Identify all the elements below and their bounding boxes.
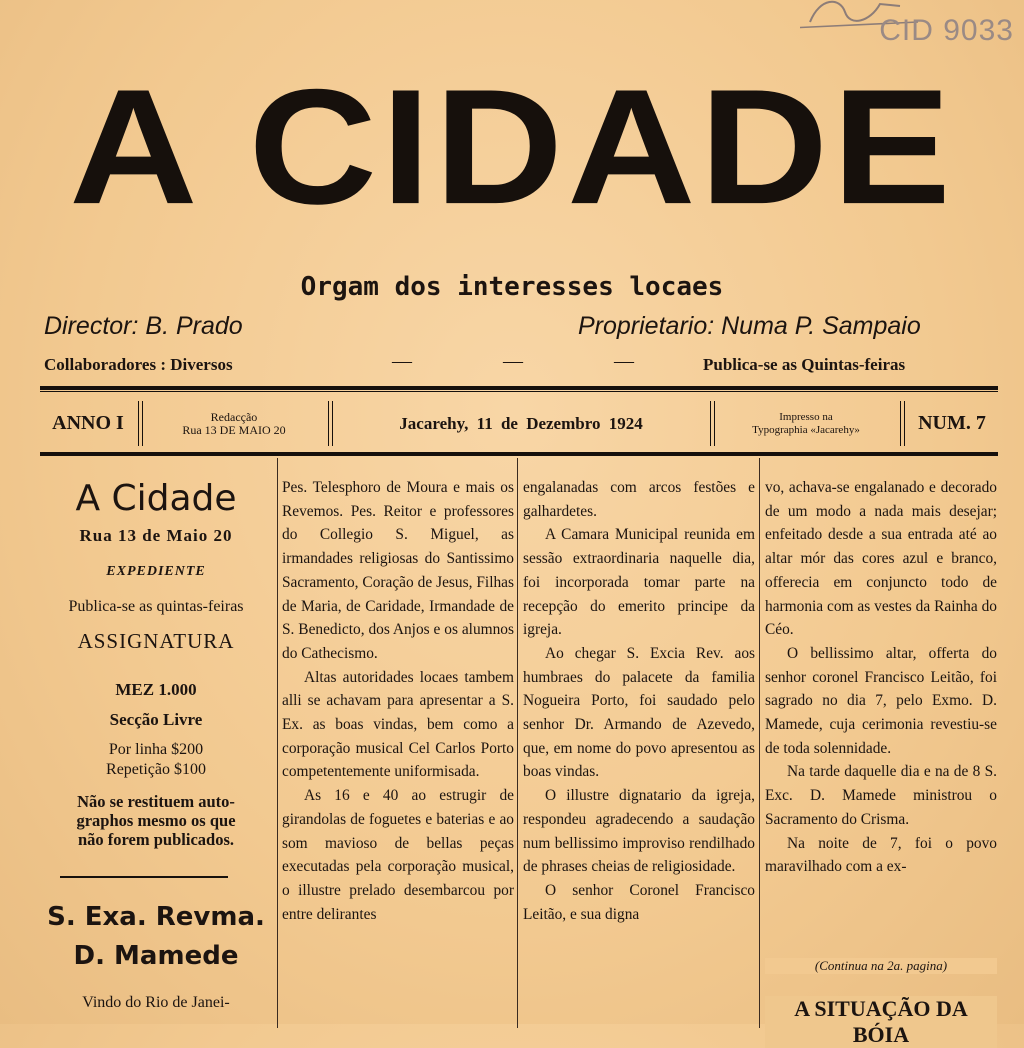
sidebar-subscription: ASSIGNATURA <box>77 629 235 653</box>
bar-divider <box>900 401 905 446</box>
continued-note: (Continua na 2a. pagina) <box>765 958 997 974</box>
paragraph: O senhor Coronel Francisco Leitão, e sua digna <box>523 881 755 923</box>
sidebar-section: Secção Livre <box>109 710 203 729</box>
article-column-2 <box>523 476 755 926</box>
top-rule-thin <box>40 391 998 392</box>
owner-line: Proprietario: Numa P. Sampaio <box>578 312 921 340</box>
sidebar-title: A Cidade <box>75 478 237 519</box>
impresso-line-1: Impresso na <box>779 410 833 423</box>
redaccao-address: Rua 13 DE MAIO 20 <box>182 422 286 437</box>
separator-dash: — <box>614 350 634 372</box>
sidebar-expediente: EXPEDIENTE <box>106 564 206 579</box>
masthead-title: A CIDADE <box>69 54 955 239</box>
redaccao-label: Redacção <box>210 409 258 424</box>
bottom-rule <box>40 452 998 456</box>
issue-info-bar <box>40 397 998 450</box>
paragraph: A Camara Municipal reunida em sessão extraordinaria naquelle dia, foi incorporada tomar parte na recepção do emerito principe da igreja. <box>523 526 755 639</box>
impresso-line-2: Typographia «Jacarehy» <box>752 423 860 436</box>
paragraph: As 16 e 40 ao estrugir de girandolas de foguetes e baterias e ao som maviosο de bellas peças executadas pela corporação musical, o illustre prelado desembarcou por entre delirantes <box>282 787 514 923</box>
article-column-3 <box>765 476 997 879</box>
catalog-mark: CID 9033 <box>879 14 1014 47</box>
paragraph: Pes. Telesphoro de Moura e mais os Revemos. Pes. Reitor e professores do Collegio S. Miguel, as irmandades religiosas do Santissimo Sacramento, Coração de Jesus, Filhas de Maria, de Caridade, Irmandade de S. Benedicto, dos Anjos e os alumnos do Cathecismo. <box>282 479 514 662</box>
schedule-line: Publica-se as Quintas-feiras <box>703 355 906 374</box>
article-first-line: Vindo do Rio de Janei- <box>82 994 230 1011</box>
article-column-1 <box>282 476 514 926</box>
paragraph: O illustre dignatario da igreja, respondeu agradecendo a saudação num bellissimo improviso rendilhado de phrases cheias de religiosidade. <box>523 787 755 876</box>
redaccao-block <box>144 397 324 450</box>
sidebar-notice: Não se restituem auto- graphos mesmo os que não forem publicados. <box>76 792 236 849</box>
sidebar-address: Rua 13 de Maio 20 <box>79 526 233 545</box>
director-line: Director: B. Prado <box>44 312 243 340</box>
sidebar-publication: Publica-se as quintas-feiras <box>68 598 244 615</box>
paragraph: engalanadas com arcos festões e galhardetes. <box>523 479 755 520</box>
bar-divider <box>328 401 333 446</box>
bar-divider <box>138 401 143 446</box>
anno-label: ANNO I <box>52 412 124 434</box>
issue-number: NUM. 7 <box>918 412 986 434</box>
paragraph: O bellissimo altar, offerta do senhor coronel Francisco Leitão, foi sagrado no dia 7, pelo Exmo. D. Mamede, cuja cerimonia revestiu-se de toda solennidade. <box>765 644 997 757</box>
sidebar-monthly-price: MEZ 1.000 <box>115 680 197 699</box>
paragraph: vo, achava-se engalanado e decorado de um modo a nada mais desejar; enfeitado desde a sua entrada até ao altar mór das cores azul e branco, offerecia em conjuncto todo de harmonia com as vestes da Rainha do Céo. <box>765 479 997 639</box>
paragraph: Altas autoridades locaes tambem alli se achavam para apresentar a S. Ex. as boas vindas, bem como a corporação musical Cel Carlos Porto competentemente uniformisada. <box>282 668 514 781</box>
next-headline: A SITUAÇÃO DA BÓIA <box>765 996 997 1048</box>
impresso-block <box>716 397 896 450</box>
paragraph: Ao chegar S. Excia Rev. aos humbraes do palacete da familia Nogueira Porto, foi saudado pelo senhor Dr. Armando de Azevedo, que, em nome do povo apresentou as boas vindas. <box>523 644 755 781</box>
sidebar-repeat-price: Repetição $100 <box>106 761 206 778</box>
paragraph: Na noite de 7, foi o povo maravilhado com a ex- <box>765 834 997 876</box>
article-headline: S. Exa. Revma. <box>47 902 265 932</box>
sidebar-divider <box>60 876 228 878</box>
collaborators-line: Collaboradores : Diversos <box>44 355 233 374</box>
article-headline: D. Mamede <box>73 941 239 971</box>
paragraph: Na tarde daquelle dia e na de 8 S. Exc. D. Mamede ministrou o Sacramento do Crisma. <box>765 763 997 828</box>
dateline: Jacarehy, 11 de Dezembro 1924 <box>399 413 643 433</box>
bar-divider <box>710 401 715 446</box>
sidebar-line-price: Por linha $200 <box>108 741 204 758</box>
separator-dash: — <box>503 350 523 372</box>
column-divider <box>517 458 518 1028</box>
separator-dash: — <box>392 350 412 372</box>
column-divider <box>277 458 278 1028</box>
top-rule <box>40 386 998 390</box>
masthead-subtitle: Orgam dos interesses locaes <box>300 272 724 302</box>
column-divider <box>759 458 760 1028</box>
